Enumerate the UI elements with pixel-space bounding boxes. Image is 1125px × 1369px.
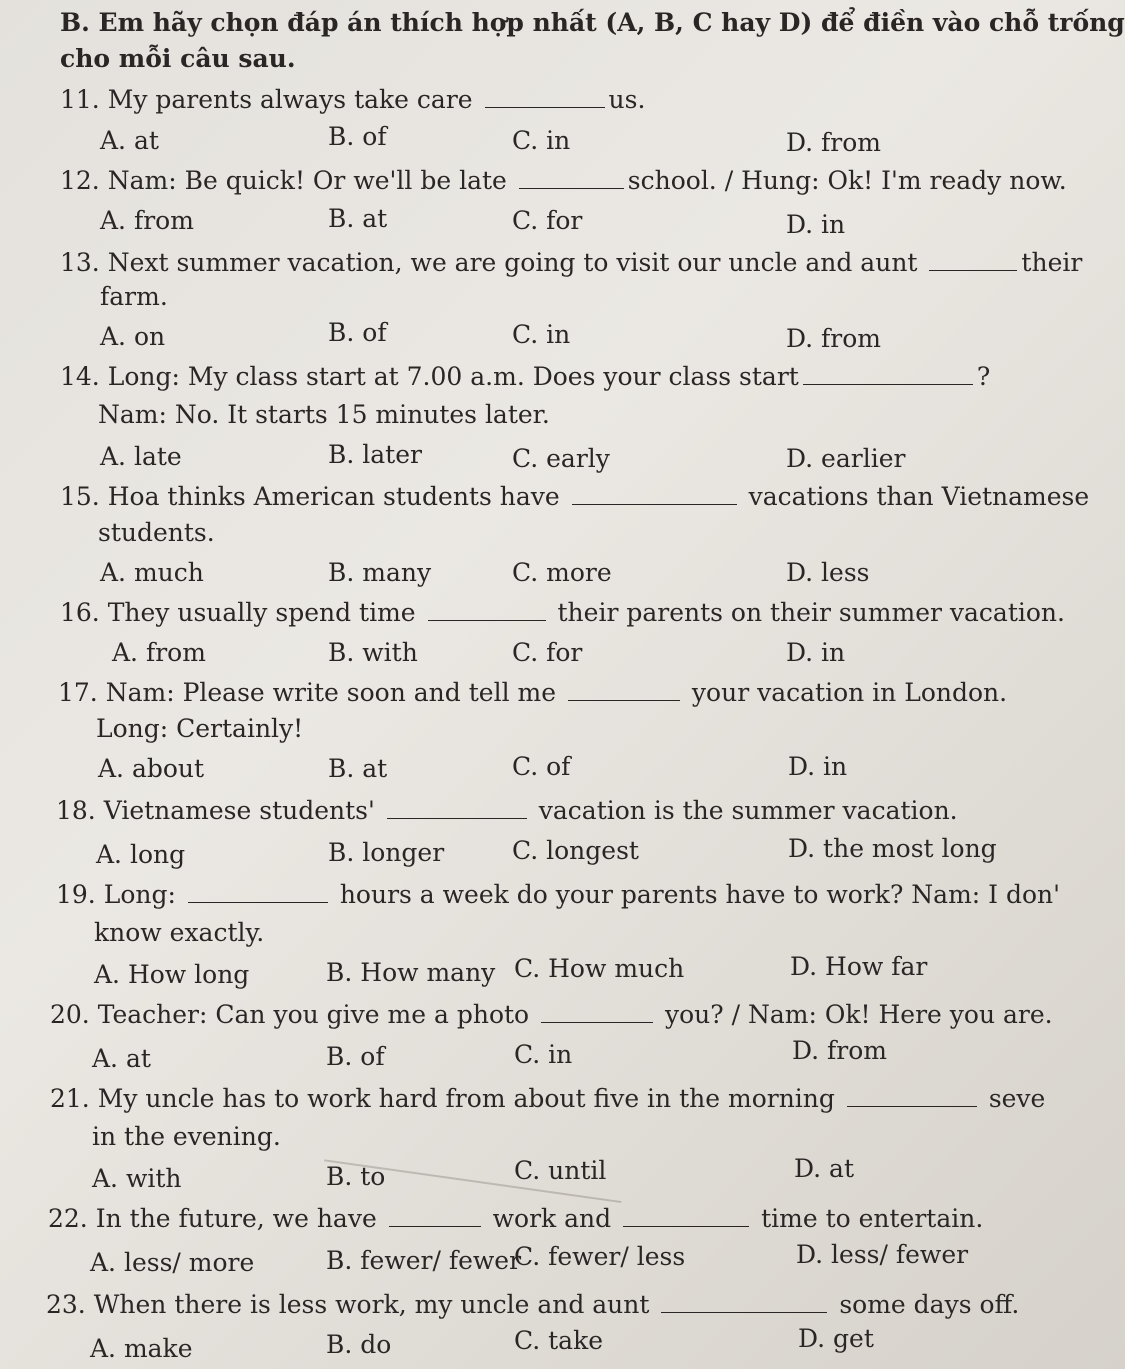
- option-c[interactable]: C. for: [512, 206, 583, 235]
- question-text-after: hours a week do your parents have to work? Nam: I don': [339, 880, 1061, 909]
- option-b[interactable]: B. later: [328, 440, 422, 469]
- question-text-after: vacation is the summer vacation.: [538, 796, 958, 825]
- option-a[interactable]: A. much: [100, 558, 204, 587]
- question-text: Vietnamese students': [103, 796, 375, 825]
- option-d[interactable]: D. less/ fewer: [796, 1240, 969, 1269]
- question-21: [50, 1084, 1045, 1114]
- option-a[interactable]: A. make: [90, 1334, 193, 1363]
- question-number: 23.: [46, 1290, 86, 1319]
- option-c[interactable]: C. in: [512, 126, 571, 155]
- answer-blank[interactable]: [929, 250, 1017, 271]
- question-text-mid: work and: [492, 1204, 612, 1233]
- question-21-cont: in the evening.: [92, 1122, 281, 1151]
- answer-blank[interactable]: [485, 87, 605, 108]
- option-a[interactable]: A. How long: [94, 960, 250, 989]
- answer-blank[interactable]: [572, 484, 737, 505]
- option-c[interactable]: C. take: [514, 1326, 604, 1355]
- option-d[interactable]: D. in: [788, 752, 848, 781]
- question-number: 11.: [60, 85, 100, 114]
- option-b[interactable]: B. to: [326, 1162, 386, 1191]
- question-text: Long:: [103, 880, 176, 909]
- option-d[interactable]: D. the most long: [788, 834, 997, 863]
- question-text: Next summer vacation, we are going to visit our uncle and aunt: [107, 248, 918, 277]
- question-text-after: ?: [976, 362, 991, 391]
- option-b[interactable]: B. longer: [328, 838, 445, 867]
- answer-blank[interactable]: [428, 600, 546, 621]
- question-13-cont: farm.: [100, 282, 168, 311]
- option-d[interactable]: D. less: [786, 558, 870, 587]
- option-c[interactable]: C. early: [512, 444, 610, 473]
- answer-blank[interactable]: [188, 882, 328, 903]
- question-text-after: their parents on their summer vacation.: [557, 598, 1065, 627]
- option-c[interactable]: C. in: [512, 320, 571, 349]
- option-c[interactable]: C. of: [512, 752, 571, 781]
- question-number: 13.: [60, 248, 100, 277]
- question-text: Teacher: Can you give me a photo: [97, 1000, 530, 1029]
- question-19: [56, 880, 1060, 910]
- option-c[interactable]: C. How much: [514, 954, 685, 983]
- question-number: 15.: [60, 482, 100, 511]
- instruction-heading: B. Em hãy chọn đáp án thích hợp nhất (A, B, C hay D) để điền vào chỗ trống: [60, 8, 1125, 37]
- question-number: 20.: [50, 1000, 90, 1029]
- question-number: 22.: [48, 1204, 88, 1233]
- question-15-cont: students.: [98, 518, 215, 547]
- instruction-heading-cont: cho mỗi câu sau.: [60, 44, 296, 73]
- question-16: [60, 598, 1065, 628]
- option-b[interactable]: B. fewer/ fewer: [326, 1246, 522, 1275]
- question-17-cont: Long: Certainly!: [96, 714, 304, 743]
- option-c[interactable]: C. for: [512, 638, 583, 667]
- option-d[interactable]: D. from: [792, 1036, 888, 1065]
- option-a[interactable]: A. about: [98, 754, 205, 783]
- question-number: 19.: [56, 880, 96, 909]
- question-text: When there is less work, my uncle and aunt: [93, 1290, 650, 1319]
- answer-blank-2[interactable]: [623, 1206, 749, 1227]
- option-a[interactable]: A. at: [92, 1044, 151, 1073]
- question-15: [60, 482, 1089, 512]
- option-b[interactable]: B. many: [328, 558, 432, 587]
- question-18: [56, 796, 958, 826]
- option-b[interactable]: B. of: [328, 122, 387, 151]
- answer-blank[interactable]: [661, 1292, 827, 1313]
- option-c[interactable]: C. longest: [512, 836, 639, 865]
- option-a[interactable]: A. long: [96, 840, 186, 869]
- question-text: Long: My class start at 7.00 a.m. Does your class start: [107, 362, 799, 391]
- question-text-after: vacations than Vietnamese: [748, 482, 1090, 511]
- question-text-after: your vacation in London.: [691, 678, 1008, 707]
- question-text-after: their: [1021, 248, 1083, 277]
- question-text: In the future, we have: [95, 1204, 377, 1233]
- option-a[interactable]: A. from: [112, 638, 206, 667]
- question-text-after: time to entertain.: [761, 1204, 984, 1233]
- answer-blank[interactable]: [803, 364, 973, 385]
- option-b[interactable]: B. How many: [326, 958, 496, 987]
- option-a[interactable]: A. with: [92, 1164, 182, 1193]
- question-number: 12.: [60, 166, 100, 195]
- question-20: [50, 1000, 1053, 1030]
- answer-blank[interactable]: [519, 168, 624, 189]
- question-text: Hoa thinks American students have: [107, 482, 560, 511]
- question-17: [58, 678, 1007, 708]
- option-b[interactable]: B. of: [326, 1042, 385, 1071]
- question-23: [46, 1290, 1019, 1320]
- question-text-after: you? / Nam: Ok! Here you are.: [665, 1000, 1053, 1029]
- question-number: 17.: [58, 678, 98, 707]
- option-d[interactable]: D. from: [786, 324, 882, 353]
- option-d[interactable]: D. earlier: [786, 444, 906, 473]
- question-text: My parents always take care: [107, 85, 473, 114]
- question-text: Nam: Please write soon and tell me: [105, 678, 557, 707]
- option-a[interactable]: A. less/ more: [90, 1248, 255, 1277]
- question-text: Nam: Be quick! Or we'll be late: [107, 166, 507, 195]
- question-12: [60, 166, 1067, 196]
- question-number: 16.: [60, 598, 100, 627]
- question-13: [60, 248, 1082, 278]
- question-14: [60, 362, 990, 392]
- question-text-after: school. / Hung: Ok! I'm ready now.: [627, 166, 1067, 195]
- question-text-after: some days off.: [839, 1290, 1020, 1319]
- option-b[interactable]: B. at: [328, 204, 388, 233]
- option-d[interactable]: D. in: [786, 210, 846, 239]
- option-b[interactable]: B. do: [326, 1330, 392, 1359]
- option-c[interactable]: C. in: [514, 1040, 573, 1069]
- option-d[interactable]: D. get: [798, 1324, 874, 1353]
- option-a[interactable]: A. at: [100, 126, 159, 155]
- question-text-after: seve: [988, 1084, 1046, 1113]
- option-c[interactable]: C. fewer/ less: [514, 1242, 686, 1271]
- option-d[interactable]: D. at: [794, 1154, 854, 1183]
- question-text: They usually spend time: [107, 598, 416, 627]
- option-d[interactable]: D. in: [786, 638, 846, 667]
- question-text-after: us.: [608, 85, 646, 114]
- answer-blank[interactable]: [847, 1086, 977, 1107]
- answer-blank[interactable]: [541, 1002, 653, 1023]
- answer-blank[interactable]: [387, 798, 527, 819]
- option-b[interactable]: B. with: [328, 638, 418, 667]
- option-b[interactable]: B. at: [328, 754, 388, 783]
- question-number: 14.: [60, 362, 100, 391]
- option-c[interactable]: C. until: [514, 1156, 607, 1185]
- question-11: [60, 85, 645, 115]
- option-c[interactable]: C. more: [512, 558, 612, 587]
- option-b[interactable]: B. of: [328, 318, 387, 347]
- answer-blank[interactable]: [568, 680, 680, 701]
- option-a[interactable]: A. on: [100, 322, 166, 351]
- option-d[interactable]: D. from: [786, 128, 882, 157]
- option-a[interactable]: A. late: [100, 442, 182, 471]
- question-14-cont: Nam: No. It starts 15 minutes later.: [98, 400, 550, 429]
- option-d[interactable]: D. How far: [790, 952, 928, 981]
- question-text: My uncle has to work hard from about five in the morning: [97, 1084, 835, 1113]
- question-number: 21.: [50, 1084, 90, 1113]
- question-number: 18.: [56, 796, 96, 825]
- option-a[interactable]: A. from: [100, 206, 194, 235]
- question-19-cont: know exactly.: [94, 918, 265, 947]
